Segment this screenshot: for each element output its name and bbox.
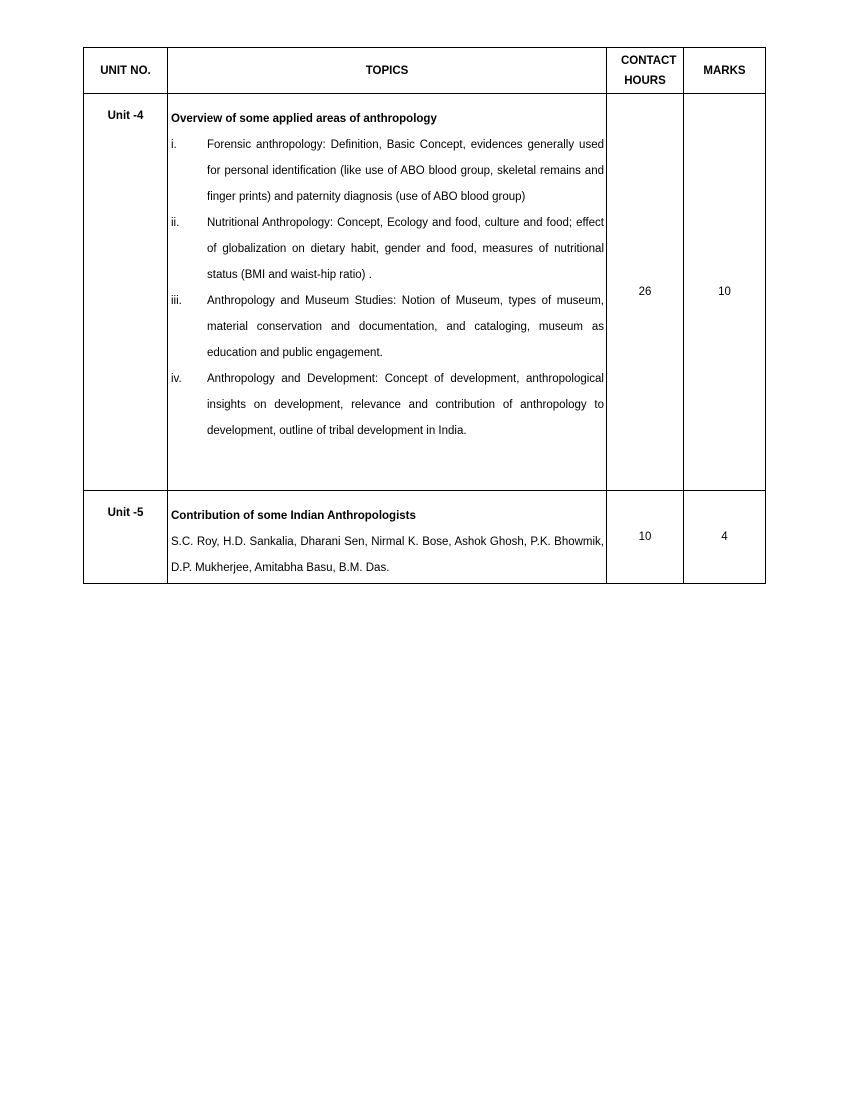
topic-text: Forensic anthropology: Definition, Basic Concept, evidences generally used for personal identification (like use of ABO blood group, skeletal remains and finger prints) and paternity diagnosis (use of ABO blood group) xyxy=(207,139,604,203)
unit-label: Unit -4 xyxy=(84,94,168,491)
header-unit-no: UNIT NO. xyxy=(84,48,168,94)
marks-value: 10 xyxy=(684,94,766,491)
topic-item xyxy=(171,366,604,444)
header-topics: TOPICS xyxy=(168,48,607,94)
unit-heading: Contribution of some Indian Anthropologists xyxy=(171,510,416,522)
table-row-unit-5 xyxy=(84,491,766,584)
topic-item xyxy=(171,288,604,366)
topics-cell xyxy=(168,491,607,584)
unit-label: Unit -5 xyxy=(84,491,168,584)
syllabus-table xyxy=(83,47,766,584)
topics-cell xyxy=(168,94,607,491)
topic-text: Nutritional Anthropology: Concept, Ecology and food, culture and food; effect of globalization on dietary habit, gender and food, measures of nutritional status (BMI and waist-hip ratio) . xyxy=(207,217,604,281)
table-header-row xyxy=(84,48,766,94)
table-row-unit-4 xyxy=(84,94,766,491)
topic-text: Anthropology and Development: Concept of development, anthropological insights on development, relevance and contribution of anthropology to development, outline of tribal development in India. xyxy=(207,373,604,437)
topic-item xyxy=(171,132,604,210)
header-contact-hours: CONTACT HOURS xyxy=(607,48,684,94)
topic-number: iii. xyxy=(171,295,182,307)
topic-number: i. xyxy=(171,139,177,151)
topic-text: Anthropology and Museum Studies: Notion of Museum, types of museum, material conservation and documentation, and cataloging, museum as education and public engagement. xyxy=(207,295,604,359)
topic-number: ii. xyxy=(171,217,180,229)
contact-hours-value: 26 xyxy=(607,94,684,491)
unit-heading: Overview of some applied areas of anthropology xyxy=(171,113,437,125)
topic-item xyxy=(171,210,604,288)
topic-number: iv. xyxy=(171,373,182,385)
anthropologists-list: S.C. Roy, H.D. Sankalia, Dharani Sen, Nirmal K. Bose, Ashok Ghosh, P.K. Bhowmik, D.P. Mukherjee, Amitabha Basu, B.M. Das. xyxy=(171,536,604,574)
marks-value: 4 xyxy=(684,491,766,584)
header-marks: MARKS xyxy=(684,48,766,94)
contact-hours-value: 10 xyxy=(607,491,684,584)
